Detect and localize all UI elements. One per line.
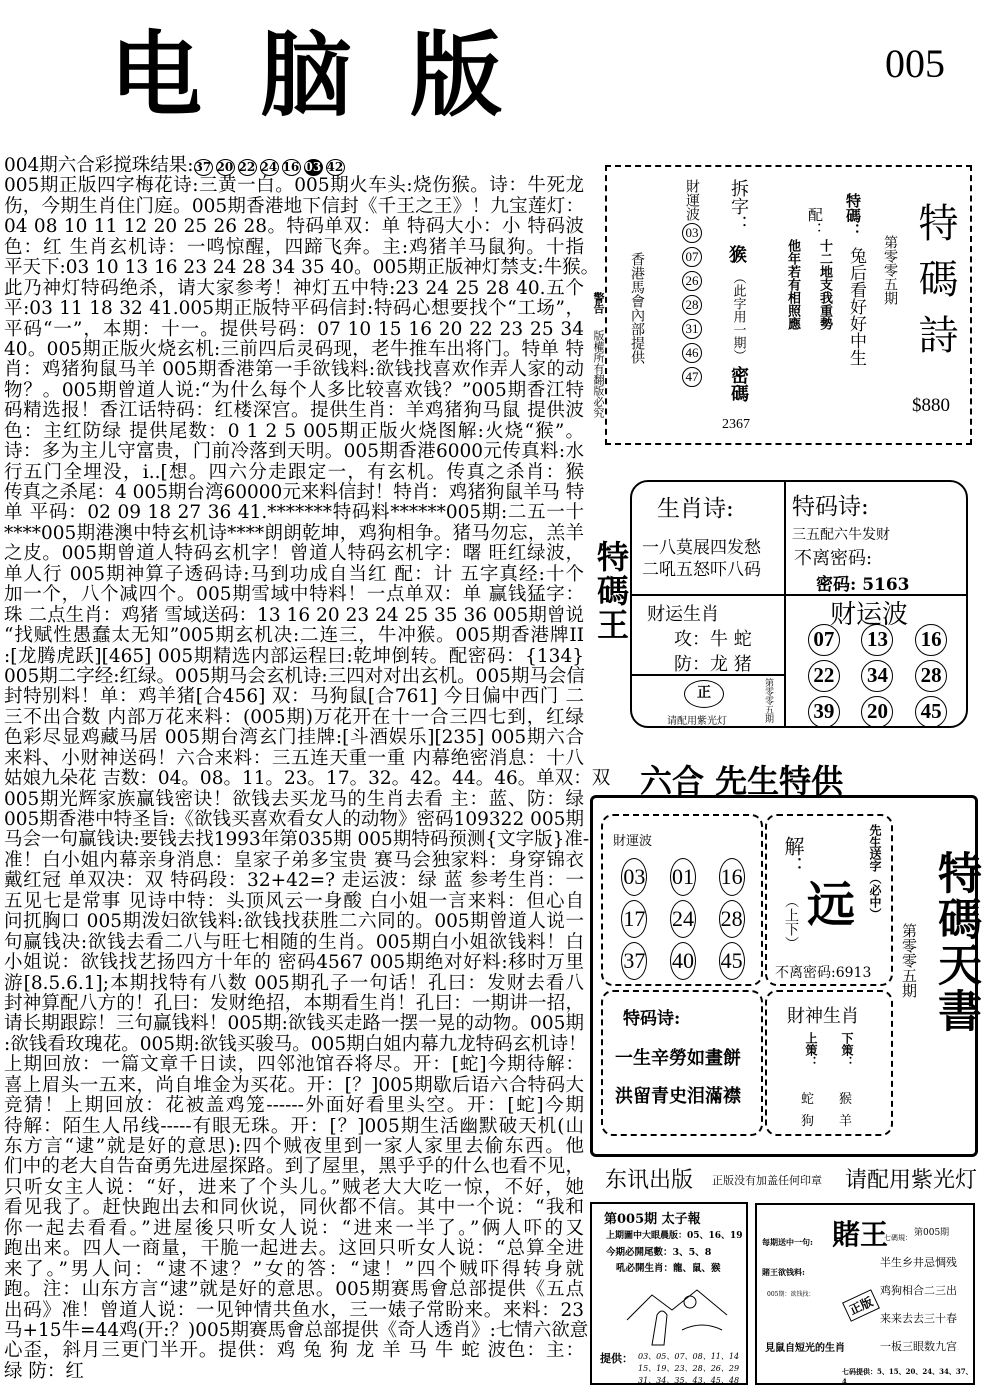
- draw-result-line: [4, 156, 584, 176]
- side-title: 特碼天書: [930, 850, 981, 1034]
- text-line: 出码》准！曾道人说：一见钟情共鱼水，三一婊子常盼来。来料：23: [4, 1299, 584, 1321]
- wave-number: 22: [808, 660, 840, 692]
- text-line: :欲钱看玫瑰花。005期:欲钱买骏马。005期白姐内幕九龙特码玄机诗！: [4, 1033, 587, 1055]
- bu-li-label: 不离密码:: [794, 548, 873, 569]
- poem-line: 鸡狗相合二三出: [880, 1284, 957, 1297]
- text-line: 喜上眉头一五来，尚自堆金为买花。开：[？]005期歇后语六合特码大: [4, 1074, 584, 1096]
- zhengban-stamp: 正版: [842, 1289, 880, 1322]
- text-line: 上期回放：一篇文章千日读，四邻池馆吞将尽。开：[蛇]今期待解：: [4, 1054, 584, 1076]
- wave-number: 46: [682, 343, 702, 363]
- period-label: 第零零五期: [900, 923, 918, 998]
- text-line: 加一个，八个减四个。005期雪域中特料！一点单双：单 赢钱猛字：: [4, 584, 584, 606]
- lower-label: 下策：: [840, 1032, 854, 1068]
- liuhe-box: [590, 795, 981, 1157]
- wave-number: 13: [861, 624, 893, 656]
- wave-number: 47: [682, 367, 702, 387]
- price: $880: [912, 395, 950, 416]
- tema-label: 特碼：: [844, 193, 862, 238]
- text-line: 肖：鸡猪狗鼠马羊 005期香港第一手欲钱料:欲钱找喜欢作弄人家的动: [4, 359, 584, 381]
- jie-note: （上下）: [783, 894, 799, 950]
- text-line: 绿 防：红: [4, 1360, 84, 1382]
- god-zodiac-panel: [765, 990, 893, 1136]
- duwang-poem: [880, 1249, 957, 1361]
- taizi-bao-box: [590, 1202, 748, 1385]
- upper-label: 上策：: [804, 1032, 818, 1068]
- text-line: 来了。”男人问：“逮不逮？”女的答：“逮！”四个贼吓得转身就: [4, 1258, 584, 1280]
- chaizi-column: [725, 179, 751, 402]
- page-title: 电脑版: [110, 21, 561, 129]
- jie-label: 解：: [781, 836, 805, 876]
- issue-number: 005: [885, 41, 945, 86]
- luck-zodiac-title: 财运生肖: [647, 604, 719, 625]
- poem: [615, 1040, 741, 1116]
- provide-numbers: [638, 1351, 739, 1387]
- tema-poem: 兔后看好好中生: [846, 247, 866, 366]
- wave-number: 40: [670, 942, 696, 980]
- text-line: 马+15牛=44鸡(开:？)005期赛馬會总部提供《奇人透肖》:七情六欲意: [4, 1319, 589, 1341]
- text-line: 你一起去看看。”进屋後只听女人说：“进来一半了。”俩人吓的又: [4, 1217, 584, 1239]
- wave-number: 26: [682, 271, 702, 291]
- wave-numbers: [613, 858, 753, 980]
- result-ball: 22: [238, 160, 256, 174]
- text-line: 跑出来。四人一商量，干脆一起进去。这回只听女人说：“总算全进: [4, 1238, 584, 1260]
- provide-line: 31、34、35、43、45、48: [638, 1376, 740, 1385]
- sage-illustration: [622, 1280, 732, 1350]
- text-line: 04 08 10 11 12 20 25 26 28。特码单双：单 特码大小：小 特码波: [4, 216, 584, 238]
- text-line: 此乃神灯特码绝杀，请大家参考！神灯五中特:23 24 25 28 40.五个: [4, 277, 584, 299]
- money-label: 賭王欲钱料:: [762, 1267, 805, 1277]
- lamp-note: 请配用紫光灯: [845, 1168, 978, 1193]
- answer: 見鼠自短光的生肖: [765, 1343, 845, 1354]
- wave-number: 28: [915, 660, 947, 692]
- provide-label: 提供：: [600, 1352, 633, 1365]
- code-poem-title: 特码诗:: [792, 494, 869, 520]
- wave-numbers: [800, 624, 955, 728]
- wave-number: 34: [861, 660, 893, 692]
- stamp-note: 正版没有加盖任何印章: [712, 1174, 822, 1187]
- text-line: 跑。注：山东方言“逮”就是好的意思。005期赛馬會总部提供《五点: [4, 1279, 584, 1301]
- text-line: 三不出合数 内部万花来料：(005期)万花开在十一合三四七到，红绿: [4, 706, 584, 728]
- period-label: 第005期: [914, 1228, 950, 1238]
- text-line: :[龙腾虎跃][465] 005期精选内部运程曰:乾坤倒转。配密码：{134}: [4, 645, 584, 667]
- text-line: 诗：多为主儿守富贵，门前冷落到天明。005期香港6000元传真料:水: [4, 441, 584, 463]
- taizi-line: 吼必開生肖：龍、鼠、猴: [616, 1263, 721, 1274]
- wave-panel: [601, 814, 763, 986]
- text-line: 只听女主人说：“好，进来了个头儿。”贼老大大吃一惊，不好，她: [4, 1176, 584, 1198]
- text-line: 单 平码：02 09 18 27 36 41.*******特码料******005期:二五一十: [4, 502, 584, 524]
- poem-line: 来来去去三十春: [880, 1312, 957, 1325]
- duwang-box: [755, 1203, 975, 1385]
- taizi-line: 上期圖中大眼晨版：05、16、19: [606, 1231, 743, 1241]
- result-ball: 03: [304, 160, 322, 174]
- wave-number: 07: [682, 247, 702, 267]
- text-line: “找赋性愚蠢太无知”005期玄机决:二连三，牛冲猴。005期香港牌II: [4, 625, 584, 647]
- text-line: 平:03 11 18 32 41.005期正版特平码信封:特码心想要找个“工场”，: [4, 298, 584, 320]
- text-line: 005期光辉家族赢钱密诀！欲钱去买龙马的生肖去看 主：蓝、防：绿: [4, 788, 584, 810]
- text-line: 游[8.5.6.1];本期找特有八数 005期孔子一句话！孔曰：发财去看八: [4, 972, 584, 994]
- text-line: 平码“一”，本期：十一。提供号码：07 10 15 16 20 22 23 25 34: [4, 318, 584, 340]
- result-ball: 24: [260, 160, 278, 174]
- result-ball: 42: [326, 160, 344, 174]
- text-line: 40。005期正版火烧玄机:三前四后灵码现，老牛推车出将门。特单 特: [4, 338, 584, 360]
- duwang-title-text: 賭王: [832, 1218, 889, 1251]
- text-line: 色：红 生肖玄机诗：一鸣惊醒，四蹄飞奔。主:鸡猪羊马鼠狗。十指: [4, 236, 584, 258]
- zodiac-poem: [642, 537, 761, 581]
- wave-number: 45: [719, 942, 745, 980]
- god-title: 財神生肖: [787, 1006, 859, 1027]
- poem-line: 一生辛勞如畫餅: [615, 1048, 741, 1069]
- text-line: 问扤胸口 005期泼妇欲钱料:欲钱找获胜二六同的。005期曾道人说一: [4, 911, 584, 933]
- poem-line: 洪留青史泪滿襟: [615, 1086, 741, 1107]
- period-label: 第零零五期: [882, 235, 898, 305]
- publisher: 东讯出版: [605, 1168, 694, 1193]
- taizi-line: 今期必開尾數：3、5、8: [606, 1247, 712, 1258]
- result-ball: 20: [216, 160, 234, 174]
- text-line: 来料、小财神送码！六合来料：三五连天重一重 内幕绝密消息：十八: [4, 747, 584, 769]
- text-line: 竞猜！上期回放：花被盖鸡笼------外面好看里头空。开：[蛇]今期: [4, 1095, 584, 1117]
- wave-number: 31: [682, 319, 702, 339]
- wave-number: 37: [621, 942, 647, 980]
- upper-zodiac: 蛇: [801, 1092, 815, 1107]
- wave-number: 28: [682, 295, 702, 315]
- every-label: 每期送中一句:: [762, 1237, 813, 1247]
- zodiac-poem-line: 二吼五怒吓八码: [642, 560, 761, 580]
- provide-line: 15、19、23、28、26、29: [638, 1364, 740, 1373]
- text-line: ****005期港澳中特玄机诗****朗朗乾坤，鸡狗相争。猪马勿忘，羔羊: [4, 522, 584, 544]
- text-line: 心歪，斜月三更门半开。提供：鸡 兔 狗 龙 羊 马 牛 蛇 波色：主：: [4, 1340, 584, 1362]
- text-line: 封特别料！单：鸡羊猪[合456] 双：马狗鼠[合761] 今日偏中西门 二: [4, 686, 584, 708]
- result-ball: 16: [282, 160, 300, 174]
- wave-number: 01: [670, 858, 696, 896]
- stamp: 正: [684, 680, 724, 708]
- poem-line: 半生乡井忌惆残: [880, 1256, 957, 1269]
- money-sub: 005期：欲钱找：: [767, 1291, 815, 1298]
- wave-number: 03: [621, 858, 647, 896]
- text-line: 005期香港中特圣旨:《欲钱买喜欢看女人的动物》密码109322 005期: [4, 809, 584, 830]
- wave-number: 07: [808, 624, 840, 656]
- text-line: 伤，今期生肖住门庭。005期香港地下信封《千王之王》！九宝莲灯：: [4, 195, 584, 217]
- tema-poem-box: [605, 165, 972, 445]
- wave-column: [681, 179, 703, 389]
- text-line: 之皮。005期曾道人特码玄机字！曾道人特码玄机字：曙 旺红绿波，: [4, 543, 584, 565]
- code-value: 2367: [722, 417, 750, 432]
- liuhe-title: 六合 先生特供: [640, 762, 844, 800]
- wave-label: 財運波: [684, 179, 700, 221]
- qima-provide: 七码提供：5、15、20、24、34、37、4: [842, 1367, 973, 1386]
- wave-number: 45: [915, 696, 947, 728]
- provide-line: 03、05、07、08、11、14: [638, 1352, 740, 1361]
- lower-zodiac: 猴: [839, 1092, 853, 1107]
- text-line: 珠 二点生肖：鸡猪 雪域送码：13 16 20 23 24 25 35 36 005期曾说: [4, 604, 584, 626]
- text-line: 物？。005期曾道人说:“为什么每个人多比较喜欢钱？”005期香江特: [4, 379, 584, 401]
- tema-wang-box: [630, 480, 968, 728]
- text-line: 马会一句赢钱诀:要钱去找1993年第035期 005期特码预测{文字版}准-: [4, 829, 590, 851]
- text-line: 单人行 005期神算子透码诗:马到功成自当红 配：计 五字真经:十个: [4, 563, 584, 585]
- copyright-note: 版權所有翻版必究: [592, 330, 605, 418]
- wave-number: 17: [621, 900, 647, 938]
- text-line: 005期正版四字梅花诗:三黄一白。005期火车头:烧伤猴。诗：牛死龙: [4, 175, 584, 197]
- qima-label: 七碼規：: [884, 1234, 912, 1242]
- defend-zodiac: 防：龙 猪: [674, 654, 752, 675]
- poem-line: 一板三眼数九宫: [880, 1340, 957, 1353]
- code-poem: 三五配六牛发财: [792, 527, 890, 543]
- text-line: 姑娘九朵花 吉数：04。08。11。23。17。32。42。44。46。单双：双: [4, 768, 611, 790]
- text-line: 小姐说：欲钱找艺扬四方十年的 密码4567 005期绝对好料:移时万里: [4, 952, 584, 974]
- text-line: 戴红冠 单双决：双 特码段：32+42=? 走运波：绿 蓝 参考生肖：一: [4, 870, 584, 892]
- chaizi-label: 拆字：: [728, 179, 749, 233]
- text-line: 看见我了。赶快跑出去和同伙说，同伙都不信。其中一个说：“我和: [4, 1197, 584, 1219]
- text-line: 东方言“逮”就是好的意思):四个贼夜里到一家人家里去偷东西。他: [4, 1136, 584, 1157]
- text-line: 005期二字经:红绿。005期马会玄机诗:三四对对出玄机。005期马会信: [4, 665, 585, 687]
- text-line: 封神算配八方的！孔曰：发财绝招，本期看生肖！孔曰：一期讲一招，: [4, 992, 584, 1014]
- poem-title: 特码诗:: [623, 1009, 681, 1029]
- draw-result-balls: [194, 155, 348, 176]
- text-line: 传真之杀尾：4 005期台湾60000元来料信封！特肖：鸡猪狗鼠羊马 特: [4, 482, 585, 503]
- attack-zodiac: 攻：牛 蛇: [674, 629, 752, 650]
- wave-number: 16: [915, 624, 947, 656]
- wave-number: 28: [719, 900, 745, 938]
- chaizi-char: 㺅: [729, 245, 747, 266]
- text-line: 色：主红防绿 提供尾数：0 1 2 5 005期正版火烧图解:火烧“猴”。: [4, 420, 584, 442]
- sent-word: 远: [807, 877, 856, 933]
- result-ball: 37: [194, 160, 212, 174]
- source-note: 香港馬會內部提供: [629, 252, 645, 364]
- text-line: 五见七是常事 见诗中特：头顶风云一身酸 白小姐一言来料：但心自: [4, 890, 584, 912]
- warning-label: 警告: [592, 292, 605, 314]
- bu-li-mima: 不离密码:6913: [775, 965, 872, 981]
- code-label: 密碼: [728, 366, 749, 402]
- text-line: 待解：陌生人吊线-----有眼无珠。开：[？]005期生活幽默破天机(山: [4, 1115, 584, 1137]
- stamp-note: 请配用紫光灯: [667, 716, 727, 727]
- pei-line-1: 十二地支我重勢: [817, 239, 832, 330]
- wave-number: 39: [808, 696, 840, 728]
- zodiac-poem-title: 生肖诗:: [657, 496, 734, 522]
- chaizi-note: （此字用一期）: [730, 271, 746, 362]
- lower-zodiac: 羊: [839, 1114, 853, 1129]
- wave-title: 财运波: [830, 600, 909, 630]
- upper-zodiac: 狗: [801, 1114, 815, 1129]
- box-title: 特碼詩: [912, 202, 958, 370]
- text-line: 们中的老大自告奋勇先进屋探路。到了屋里，黑乎乎的什么也看不见，: [4, 1156, 584, 1178]
- sent-label: 先生送字（必中）: [868, 824, 882, 920]
- wave-number: 20: [861, 696, 893, 728]
- zodiac-poem-line: 一八莫展四发愁: [642, 538, 761, 558]
- text-line: 句赢钱决:欲钱去看二八与旺七相随的生肖。005期白小姐欲钱料！白: [4, 931, 584, 953]
- wave-title: 財運波: [613, 834, 653, 849]
- draw-result-label: 004期六合彩搅珠结果:: [4, 155, 194, 176]
- poem-panel: [601, 990, 763, 1136]
- text-line: 准！白小姐内幕亲身消息：皇家子弟多宝贵 赛马会独家料：身穿锦衣: [4, 849, 584, 871]
- word-panel: [765, 814, 893, 986]
- text-line: 色彩尽显鸡藏马居 005期台湾玄门挂牌:[斗酒娱乐][235] 005期六合: [4, 727, 584, 749]
- pei-label: 配：: [806, 207, 824, 237]
- tema-wang-title: 特碼王: [592, 540, 630, 642]
- mima: 密码: 5163: [816, 575, 910, 595]
- taizi-title: 第005期 太子報: [604, 1212, 701, 1227]
- wave-number: 16: [719, 858, 745, 896]
- wave-number: 03: [682, 223, 702, 243]
- wave-number: 24: [670, 900, 696, 938]
- text-line: 请长期跟踪！三句赢钱料！005期:欲钱买走路一摆一晃的动物。005期: [4, 1013, 584, 1035]
- pei-line-2: 他年若有相照應: [785, 239, 800, 330]
- text-line: 码精选报！香江话特码：红楼深宫。提供生肖：羊鸡猪狗马鼠 提供波: [4, 400, 584, 422]
- text-line: 行五门全埋没，i..[想。四六分走跟定一，有玄机。传真之杀肖：猴: [4, 461, 584, 483]
- text-line: 平天下:03 10 13 16 23 24 28 34 35 40。005期正版神灯禁支:牛猴。: [4, 257, 600, 279]
- period-label: 第零零五期: [763, 678, 773, 723]
